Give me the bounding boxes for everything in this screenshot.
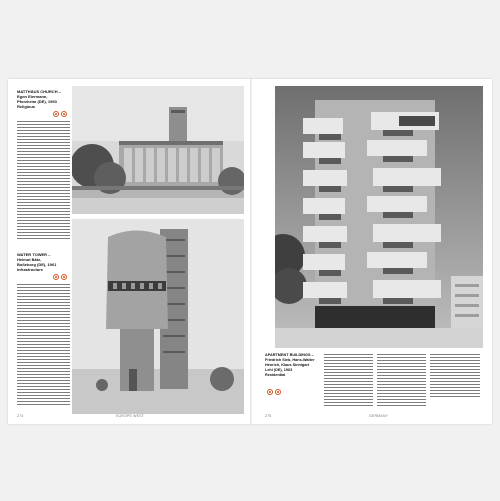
church-body-text — [17, 121, 70, 241]
building-type-icon — [61, 111, 67, 117]
apartment-body-text-col2 — [377, 354, 426, 408]
page-number-left: 274 — [17, 414, 24, 418]
page-number-right: 275 — [265, 414, 272, 418]
location-icon — [53, 111, 59, 117]
running-head-right: GERMANY — [369, 414, 389, 418]
location-icon — [53, 274, 59, 280]
book-spread — [8, 79, 492, 424]
building-type-icon — [275, 389, 281, 395]
apartment-body-text-col3 — [430, 354, 480, 398]
water-tower-photo — [72, 219, 244, 414]
church-photo — [72, 86, 244, 214]
tower-entry-title: WATER TOWER – Helmut Bätz, Boßeborg (DE), 1961 Infrastructure — [17, 252, 57, 272]
location-icon — [267, 389, 273, 395]
tower-body-text — [17, 284, 70, 407]
apartment-body-text-col1 — [324, 354, 373, 408]
apartment-building-photo — [275, 86, 483, 348]
running-head-left: EUROPE WEST — [116, 414, 145, 418]
building-type-icon — [61, 274, 67, 280]
left-page — [8, 79, 250, 424]
church-entry-title: MATTHÄUS CHURCH – Egon Eiermann, Pforzheim (DE), 1953 Religious — [17, 89, 61, 109]
right-page — [252, 79, 492, 424]
apartment-entry-title: APARTMENT BUILDINGS – Friedrich Sieb, Hans-Walter Henrich, Klaus Sinnigart Lehl (DE), 1963 Residential — [265, 353, 315, 377]
